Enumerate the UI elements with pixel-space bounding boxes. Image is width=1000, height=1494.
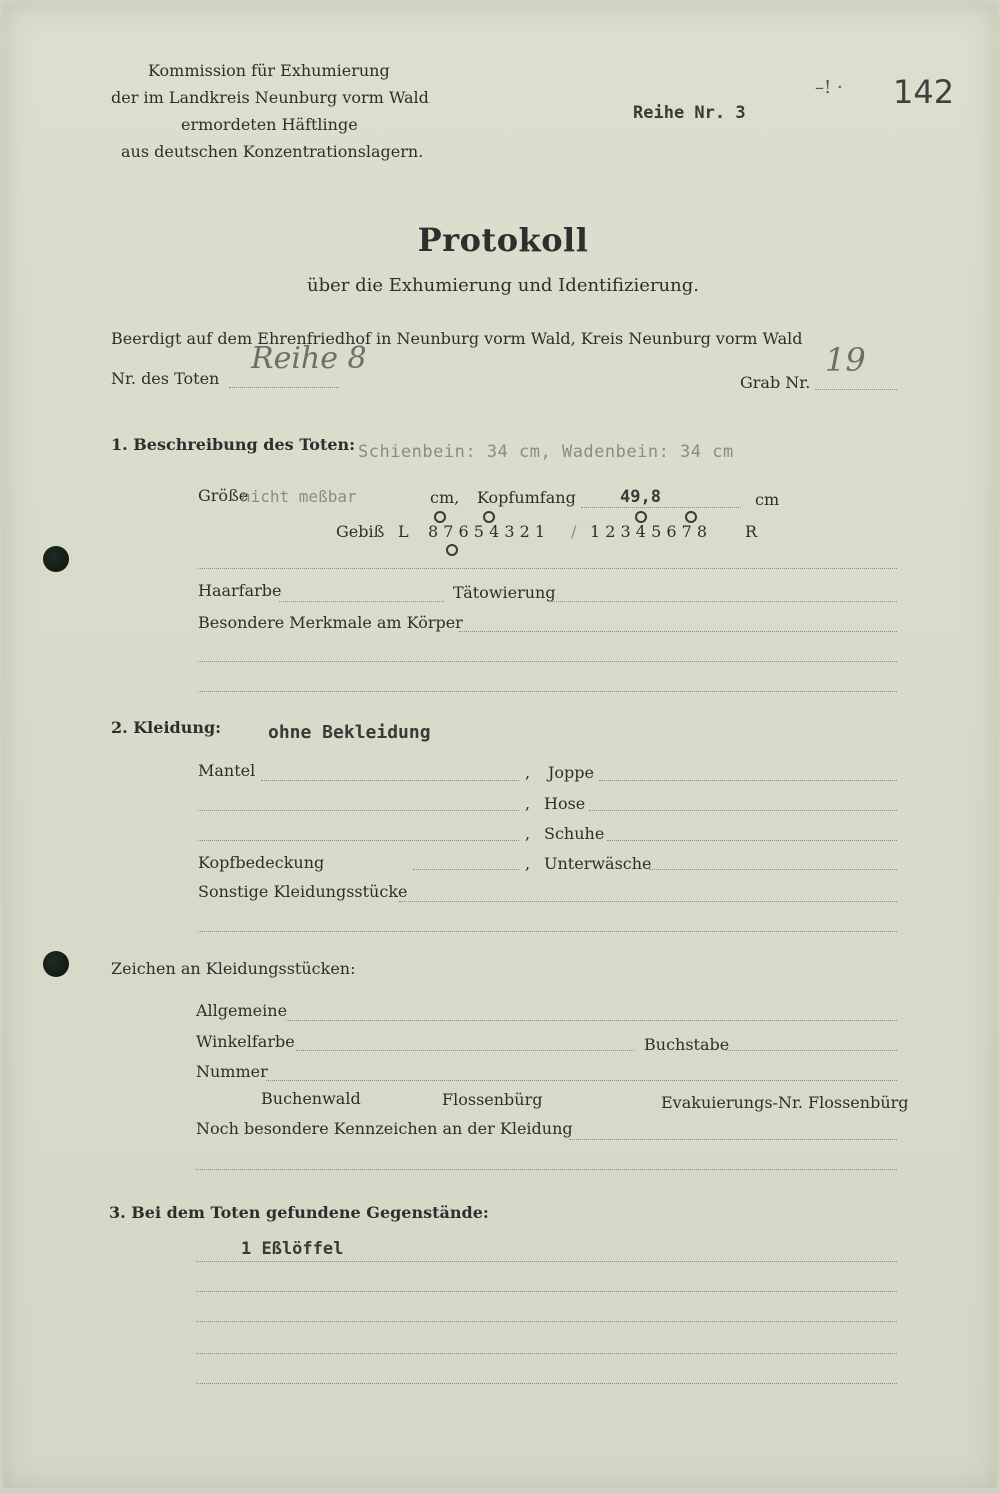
section3-heading: 3. Bei dem Toten gefundene Gegenstände: xyxy=(109,1203,489,1222)
mantel-line xyxy=(261,780,519,781)
reihe-number: Reihe Nr. 3 xyxy=(633,103,746,123)
comma: , xyxy=(525,763,531,782)
haarfarbe-line xyxy=(279,601,444,602)
fill-line xyxy=(196,1321,897,1322)
joppe-label: Joppe xyxy=(548,763,594,782)
commission-line-1: Kommission für Exhumierung xyxy=(148,61,390,80)
nr-toten-line xyxy=(229,387,339,388)
fill-line xyxy=(196,1383,897,1384)
tooth-mark-icon xyxy=(446,544,458,556)
page-subtitle: über die Exhumierung und Identifizierung. xyxy=(307,275,699,296)
nr-toten-value: Reihe 8 xyxy=(251,341,367,376)
burial-line: Beerdigt auf dem Ehrenfriedhof in Neunburg vorm Wald, Kreis Neunburg vorm Wald xyxy=(111,329,803,348)
sonstige-label: Sonstige Kleidungsstücke xyxy=(198,882,408,901)
commission-line-4: aus deutschen Konzentrationslagern. xyxy=(121,142,424,161)
kopfumfang-value: 49,8 xyxy=(620,487,661,507)
tooth-mark-icon xyxy=(635,511,647,523)
flossenbuerg-label: Flossenbürg xyxy=(442,1090,543,1109)
merkmale-label: Besondere Merkmale am Körper xyxy=(198,613,463,632)
taetowierung-line xyxy=(551,601,897,602)
fill-line xyxy=(198,691,897,692)
kopfumfang-label: Kopfumfang xyxy=(477,488,576,507)
allgemeine-line xyxy=(286,1020,897,1021)
comma: , xyxy=(525,854,531,873)
grab-value: 19 xyxy=(825,341,866,379)
groesse-value: nicht meßbar xyxy=(241,487,357,506)
commission-line-2: der im Landkreis Neunburg vorm Wald xyxy=(111,88,429,107)
comma: , xyxy=(525,824,531,843)
kopfbedeckung-line xyxy=(413,869,519,870)
fill-line xyxy=(198,931,897,932)
buchenwald-label: Buchenwald xyxy=(261,1089,361,1108)
page-title: Protokoll xyxy=(417,221,589,259)
comma: , xyxy=(525,794,531,813)
punch-hole-icon xyxy=(43,951,69,977)
fill-line xyxy=(198,840,519,841)
schuhe-line xyxy=(607,840,897,841)
kopfumfang-line xyxy=(581,507,741,508)
tooth-mark-icon xyxy=(685,511,697,523)
hose-label: Hose xyxy=(544,794,586,813)
mantel-label: Mantel xyxy=(198,761,256,780)
fill-line xyxy=(196,1353,897,1354)
joppe-line xyxy=(599,780,897,781)
punch-hole-icon xyxy=(43,546,69,572)
page-number: 142 xyxy=(893,73,955,111)
cm-unit-1: cm, xyxy=(430,488,460,507)
sonstige-line xyxy=(399,901,897,902)
fill-line xyxy=(198,810,519,811)
nr-toten-label: Nr. des Toten xyxy=(111,369,220,388)
kopfbedeckung-label: Kopfbedeckung xyxy=(198,853,325,872)
section3-typed: 1 Eßlöffel xyxy=(241,1239,344,1259)
noch-label: Noch besondere Kennzeichen an der Kleidung xyxy=(196,1119,573,1138)
unterwaesche-label: Unterwäsche xyxy=(544,854,652,873)
fill-line xyxy=(196,1261,897,1262)
hose-line xyxy=(589,810,897,811)
gebiss-right: R xyxy=(745,522,758,541)
gebiss-left: L xyxy=(398,522,409,541)
zeichen-heading: Zeichen an Kleidungsstücken: xyxy=(111,959,356,978)
commission-line-3: ermordeten Häftlinge xyxy=(181,115,358,134)
fill-line xyxy=(196,1169,897,1170)
gebiss-separator: / xyxy=(571,522,577,541)
groesse-label: Größe xyxy=(198,486,249,505)
taetowierung-label: Tätowierung xyxy=(453,583,556,602)
form-page xyxy=(3,3,997,1488)
buchstabe-label: Buchstabe xyxy=(644,1035,730,1054)
fill-line xyxy=(196,1291,897,1292)
haarfarbe-label: Haarfarbe xyxy=(198,581,282,600)
merkmale-line xyxy=(459,631,897,632)
unterwaesche-line xyxy=(649,869,897,870)
evakuierung-label: Evakuierungs-Nr. Flossenbürg xyxy=(661,1093,909,1112)
tooth-mark-icon xyxy=(483,511,495,523)
section1-typed: Schienbein: 34 cm, Wadenbein: 34 cm xyxy=(358,442,734,462)
allgemeine-label: Allgemeine xyxy=(196,1001,288,1020)
winkelfarbe-line xyxy=(296,1050,634,1051)
nummer-label: Nummer xyxy=(196,1062,268,1081)
buchstabe-line xyxy=(726,1050,897,1051)
grab-label: Grab Nr. xyxy=(740,373,811,392)
cm-unit-2: cm xyxy=(755,490,780,509)
grab-line xyxy=(815,389,897,390)
fill-line xyxy=(198,661,897,662)
tooth-mark-icon xyxy=(434,511,446,523)
section2-typed: ohne Bekleidung xyxy=(268,722,431,743)
header-stroke: –! · xyxy=(815,77,843,98)
nummer-line xyxy=(266,1080,897,1081)
gebiss-teeth-left: 8 7 6 5 4 3 2 1 xyxy=(428,522,546,541)
noch-line xyxy=(569,1139,897,1140)
gebiss-teeth-right: 1 2 3 4 5 6 7 8 xyxy=(590,522,708,541)
winkelfarbe-label: Winkelfarbe xyxy=(196,1032,295,1051)
gebiss-label: Gebiß xyxy=(336,522,385,541)
schuhe-label: Schuhe xyxy=(544,824,605,843)
fill-line xyxy=(198,568,897,569)
section1-heading: 1. Beschreibung des Toten: xyxy=(111,435,356,454)
section2-heading: 2. Kleidung: xyxy=(111,718,222,737)
